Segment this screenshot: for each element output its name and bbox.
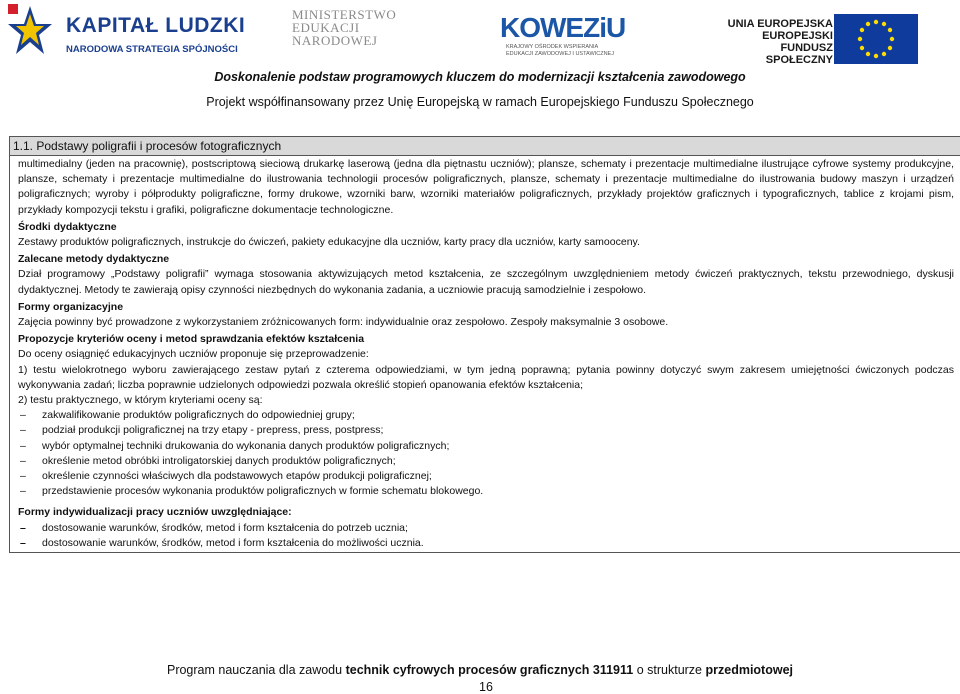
kapital-ludzki-star-icon — [6, 4, 54, 60]
eu-line: FUNDUSZ SPOŁECZNY — [765, 42, 833, 66]
section-title: 1.1. Podstawy poligrafii i procesów fotograficznych — [13, 139, 282, 153]
list-item: – określenie czynności właściwych dla podstawowych etapów produkcji poligraficznej; — [18, 469, 954, 484]
kapital-ludzki-logo — [6, 4, 246, 60]
list-item: – dostosowanie warunków, środków, metod i form kształcenia do potrzeb ucznia; — [18, 521, 954, 536]
teaching-aids-text: Zestawy produktów poligraficznych, instrukcje do ćwiczeń, pakiety edukacyjne dla uczniów, karty pracy dla uczniów, karty samooceny. — [18, 236, 640, 249]
list-item: – podział produkcji poligraficznej na trzy etapy - prepress, press, postpress; — [18, 423, 954, 438]
equipment-text: multimedialny (jeden na pracownię), postscriptową sieciową drukarkę laserową (jedna dla piętnastu uczniów); plansze, schematy i prezentacje multimedialne ilustrujące cyfrowe systemy produkcyjne, plansze, schematy i prezentacje multimedialne do ilustrowania technologii procesów poligraficznych, plansze, schematy i prezentacje multimedialne do ilustrowania budowy maszyn i urządzeń poligraficznych; wyroby i półprodukty poligraficzne, formy drukowe, wzorniki barw, wzorniki materiałów poligraficznych, przykłady projektów graficznych i typograficznych, tablice z krojami pism, przykłady kompozycji tekstu i grafiki, poligraficzne dokumentacje technologiczne. — [18, 158, 954, 216]
header-logos — [0, 0, 960, 68]
individualization-list — [18, 521, 954, 551]
methods-heading: Zalecane metody dydaktyczne — [18, 253, 170, 266]
forms-text: Zajęcia powinny być prowadzone z wykorzystaniem zróżnicowanych form: indywidualnie oraz zespołowo. Zespoły maksymalnie 3 osobowe. — [18, 316, 669, 329]
eu-flag-icon — [830, 14, 920, 64]
footer-prefix: Program nauczania dla zawodu — [166, 663, 343, 677]
section-content — [18, 157, 954, 551]
section-header — [10, 137, 960, 156]
koweziu-description: KRAJOWY OŚRODEK WSPIERANIA EDUKACJI ZAWODOWEJ I USTAWICZNEJ — [506, 44, 614, 57]
eu-logo — [715, 14, 955, 64]
list-item: – dostosowanie warunków, środków, metod i form kształcenia do możliwości ucznia. — [18, 536, 954, 551]
footer-middle: o strukturze — [636, 663, 703, 677]
koweziu-name: KOWEZiU — [500, 12, 626, 43]
methods-text: Dział programowy „Podstawy poligrafii” wymaga stosowania aktywizujących metod kształcenia, ze szczególnym uwzględnieniem metody ćwiczeń praktycznych, tekstu przewodniego, dyskusji dydaktycznej. Metody te zawierają opisy czynności niezbędnych do wykonania zadania, a uczniowie pracują samodzielnie i zespołowo. — [18, 268, 954, 296]
koweziu-logo — [500, 2, 630, 64]
ministry-line: MINISTERSTWO — [292, 7, 397, 22]
assessment-heading: Propozycje kryteriów oceny i metod sprawdzania efektów kształcenia — [18, 333, 365, 346]
ministry-line: NARODOWEJ — [292, 33, 378, 48]
criteria-list — [18, 408, 954, 499]
list-item: – zakwalifikowanie produktów poligraficznych do odpowiedniej grupy; — [18, 408, 954, 423]
list-item: – przedstawienie procesów wykonania produktów poligraficznych w formie schematu blokowego. — [18, 484, 954, 499]
project-title: Doskonalenie podstaw programowych kluczem do modernizacji kształcenia zawodowego — [214, 70, 746, 84]
forms-heading: Formy organizacyjne — [18, 300, 124, 313]
eu-line: EUROPEJSKI — [762, 30, 833, 42]
content-table — [9, 136, 960, 553]
list-item: – określenie metod obróbki introligatorskiej danych produktów poligraficznych; — [18, 454, 954, 469]
kapital-ludzki-subtitle: NARODOWA STRATEGIA SPÓJNOŚCI — [66, 44, 238, 55]
assessment-item-1: 1) testu wielokrotnego wyboru zawierającego zestaw pytań z czterema odpowiedziami, w tym jedną poprawną; pytania powinny dotyczyć swym zakresem umiejętności ćwiczonych podczas wykonywania zadań; liczba poprawnie udzielonych odpowiedzi pozwala określić stopień opanowania efektów kształcenia; — [18, 363, 954, 391]
page-footer — [0, 663, 960, 677]
ministry-logo — [292, 8, 417, 60]
eu-line: UNIA EUROPEJSKA — [727, 18, 833, 30]
page-number: 16 — [479, 680, 493, 694]
project-cofinance-line: Projekt współfinansowany przez Unię Europejską w ramach Europejskiego Funduszu Społecznego — [206, 95, 754, 109]
teaching-aids-heading: Środki dydaktyczne — [18, 220, 117, 233]
assessment-intro: Do oceny osiągnięć edukacyjnych uczniów proponuje się przeprowadzenie: — [18, 348, 369, 361]
individualization-heading: Formy indywidualizacji pracy uczniów uwzględniające: — [18, 506, 292, 519]
eu-text — [715, 18, 833, 66]
assessment-item-2: 2) testu praktycznego, w którym kryteriami oceny są: — [18, 394, 263, 407]
ministry-line: EDUKACJI — [292, 20, 360, 35]
footer-structure: przedmiotowej — [705, 663, 794, 677]
footer-profession: technik cyfrowych procesów graficznych 311911 — [345, 663, 634, 677]
kapital-ludzki-title: KAPITAŁ LUDZKI — [66, 14, 246, 37]
list-item: – wybór optymalnej techniki drukowania do wykonania danych produktów poligraficznych; — [18, 439, 954, 454]
